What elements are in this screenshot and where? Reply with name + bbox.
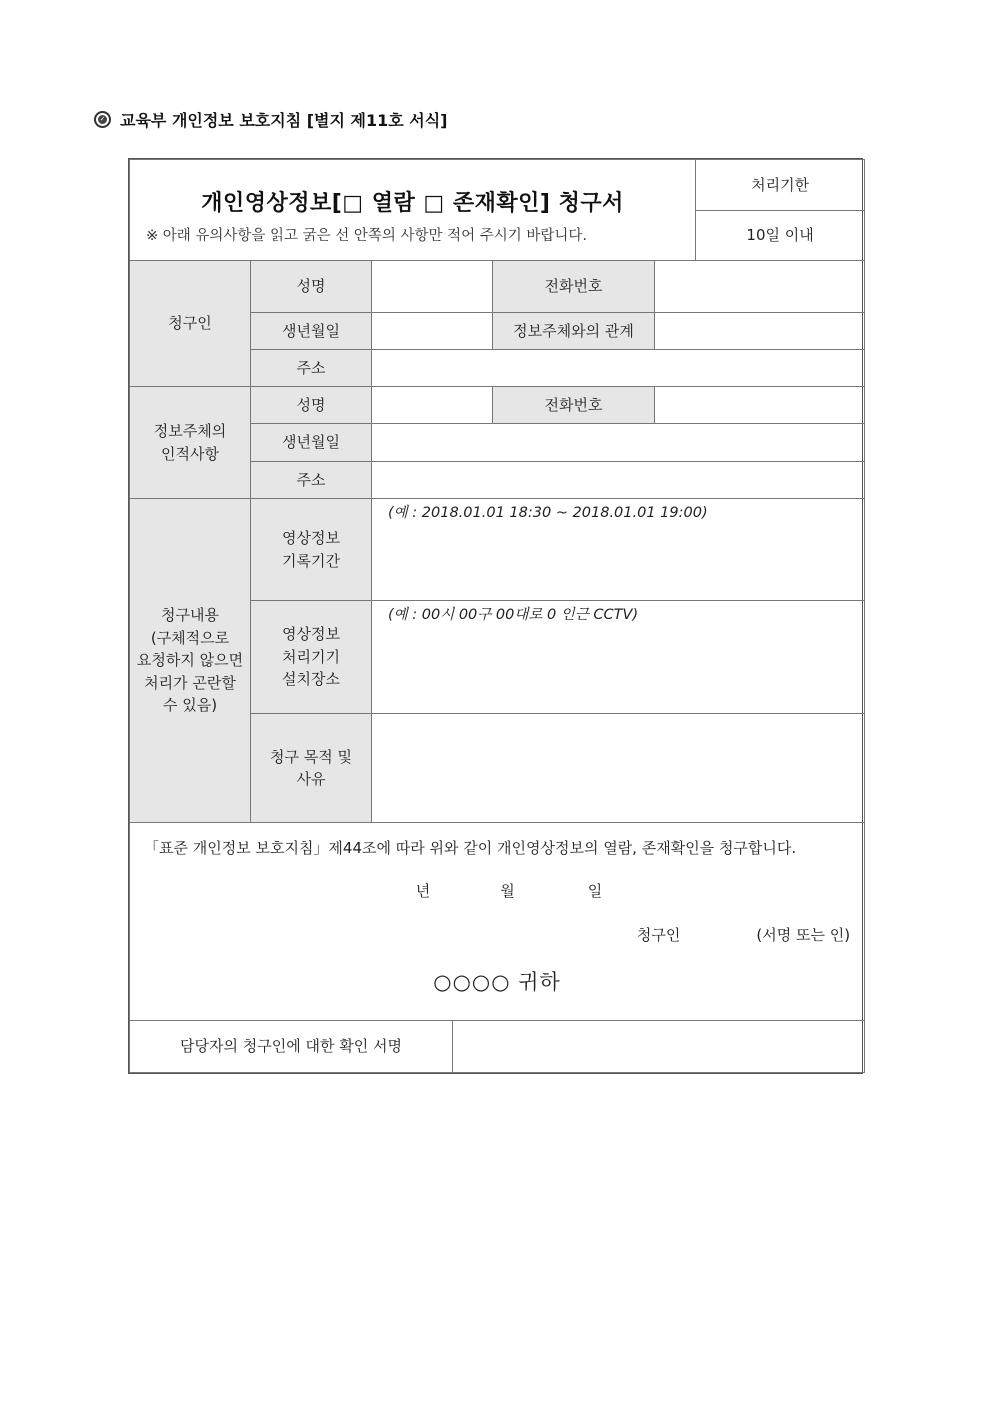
month-field[interactable] — [430, 880, 500, 903]
purpose-label-line: 청구 목적 및 — [270, 747, 352, 766]
location-label — [251, 601, 372, 714]
period-field[interactable] — [372, 499, 865, 601]
requester-address-field[interactable] — [372, 350, 865, 387]
date-row — [144, 880, 850, 903]
declaration-block — [130, 823, 865, 1021]
requester-relation-label: 정보주체와의 관계 — [493, 313, 655, 350]
requester-birth-field[interactable] — [372, 313, 493, 350]
day-label: 일 — [587, 881, 603, 900]
period-hint: (예 : 2018.01.01 18:30 ~ 2018.01.01 19:00) — [388, 505, 708, 521]
request-section-label — [130, 499, 251, 823]
period-label — [251, 499, 372, 601]
subject-section-label — [130, 387, 251, 499]
location-label-line: 영상정보 — [282, 625, 340, 644]
requester-name-field[interactable] — [372, 261, 493, 313]
confirmation-label: 담당자의 청구인에 대한 확인 서명 — [130, 1021, 453, 1073]
signer-label: 청구인 — [636, 926, 681, 944]
subject-section-label-line: 인적사항 — [161, 444, 219, 463]
request-section-label-line: (구체적으로 — [150, 628, 230, 647]
period-label-line: 영상정보 — [282, 529, 340, 547]
subject-name-label: 성명 — [251, 387, 372, 424]
deadline-label: 처리기한 — [696, 160, 865, 211]
requester-address-label: 주소 — [251, 350, 372, 387]
subject-birth-field[interactable] — [372, 424, 865, 462]
request-section-label-line: 처리가 곤란할 — [144, 673, 236, 692]
requester-name-label: 성명 — [251, 261, 372, 313]
declaration-text: 「표준 개인정보 보호지침」제44조에 따라 위와 같이 개인영상정보의 열람, 존재확인을 청구합니다. — [144, 839, 797, 857]
form-title-block — [130, 160, 696, 261]
subject-phone-label: 전화번호 — [493, 387, 655, 424]
header-title: 교육부 개인정보 보호지침 [별지 제11호 서식] — [120, 111, 448, 130]
day-field[interactable] — [515, 880, 588, 903]
confirmation-field[interactable] — [453, 1021, 865, 1073]
location-hint: (예 : 00시 00구 00대로 0 인근 CCTV) — [388, 607, 639, 623]
subject-birth-label: 생년월일 — [251, 424, 372, 462]
requester-phone-label: 전화번호 — [493, 261, 655, 313]
requester-birth-label: 생년월일 — [251, 313, 372, 350]
subject-section-label-line: 정보주체의 — [153, 422, 227, 440]
month-label: 월 — [500, 881, 515, 900]
sign-hint[interactable]: (서명 또는 인) — [756, 926, 851, 944]
subject-address-label: 주소 — [251, 462, 372, 499]
signature-row — [144, 924, 850, 947]
purpose-label-line: 사유 — [296, 770, 326, 788]
year-field[interactable] — [396, 880, 416, 903]
location-field[interactable] — [372, 601, 865, 714]
deadline-value: 10일 이내 — [696, 211, 865, 261]
request-section-label-line: 수 있음) — [162, 696, 218, 715]
subject-address-field[interactable] — [372, 462, 865, 499]
requester-section-label: 청구인 — [130, 261, 251, 387]
location-label-line: 처리기기 — [282, 647, 340, 666]
requester-phone-field[interactable] — [655, 261, 865, 313]
requester-relation-field[interactable] — [655, 313, 865, 350]
form-header — [94, 108, 448, 131]
purpose-field[interactable] — [372, 714, 865, 823]
subject-name-field[interactable] — [372, 387, 493, 424]
year-label: 년 — [415, 881, 431, 900]
form-title: 개인영상정보[□ 열람 □ 존재확인] 청구서 — [201, 190, 624, 216]
location-label-line: 설치장소 — [282, 670, 340, 689]
request-section-label-line: 청구내용 — [161, 606, 219, 625]
subject-phone-field[interactable] — [655, 387, 865, 424]
request-section-label-line: 요청하지 않으면 — [136, 651, 244, 670]
form-table — [129, 159, 865, 1073]
recipient-line: ○○○○ 귀하 — [433, 969, 561, 994]
form-notice: ※ 아래 유의사항을 읽고 굵은 선 안쪽의 사항만 적어 주시기 바랍니다. — [146, 227, 588, 244]
period-label-line: 기록기간 — [282, 551, 340, 570]
request-form — [128, 158, 863, 1074]
purpose-label — [251, 714, 372, 823]
check-badge-icon: ✓ — [94, 111, 111, 128]
